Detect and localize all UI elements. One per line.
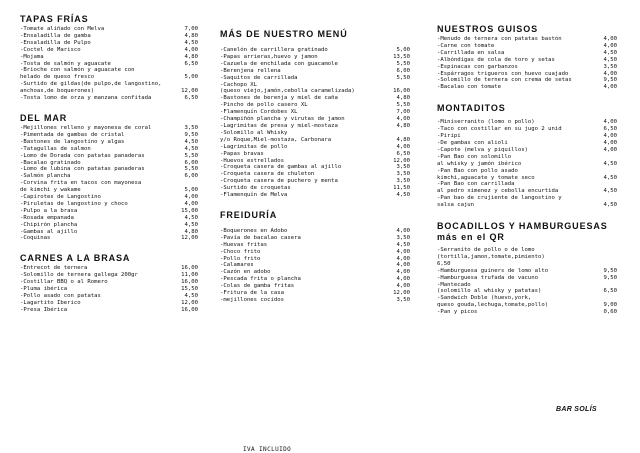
menu-item-name: -Mantecado (solomillo al whisky y patatas)	[437, 281, 542, 295]
menu-item	[20, 286, 198, 293]
section-title: CARNES A LA BRASA	[20, 253, 131, 264]
menu-item-name: -De gambas con alioli	[437, 139, 508, 146]
menu-item-name: -Pan Bao con carrillada al pedro ximenez y cebolla encurtida	[437, 181, 559, 195]
item-list	[220, 47, 410, 199]
menu-item	[220, 75, 410, 82]
menu-item-name: -Hamburguesa trufada de vacuno	[437, 274, 539, 281]
menu-item-name: -Ensaladilla de Pulpo	[20, 39, 91, 46]
menu-item-price: 12,00	[393, 157, 410, 164]
menu-item-price: 5,00	[184, 74, 198, 81]
menu-item-price: 4,50	[603, 202, 617, 209]
menu-column-1	[20, 14, 198, 314]
menu-item-price: 4,00	[396, 255, 410, 262]
menu-item-name: -Entrecot de ternera	[20, 265, 88, 272]
menu-item	[20, 153, 198, 160]
menu-item	[20, 173, 198, 180]
menu-item	[220, 144, 410, 151]
menu-item	[20, 132, 198, 139]
menu-item-price: 4,00	[603, 42, 617, 49]
menu-item-name: -Solomillo al Whisky y/o Roque,Miel-mostaza, Carbonara	[220, 129, 332, 143]
menu-item	[20, 95, 198, 102]
menu-item-price: 4,50	[184, 145, 198, 152]
menu-item-price: 12,00	[181, 299, 198, 306]
menu-item-name: -Ensaladilla de gamba	[20, 32, 91, 39]
menu-item-price: 4,80	[396, 95, 410, 102]
menu-item-name: -Albóndigas de cola de toro y setas	[437, 56, 555, 63]
section-title: TAPAS FRÍAS	[20, 14, 89, 24]
menu-item-name: -Champiñón plancha y virutas de jamon	[220, 116, 345, 123]
menu-item-name: -Canelón de carrillera gratinado	[220, 47, 328, 53]
menu-item-price: 3,50	[396, 297, 410, 303]
menu-item	[20, 300, 198, 307]
section-guisos	[437, 24, 617, 91]
menu-item-name: -Calamares	[220, 262, 254, 269]
menu-item-price: 9,50	[184, 131, 198, 138]
menu-item-price: 3,50	[396, 164, 410, 171]
menu-item-price: 5,50	[396, 74, 410, 81]
menu-item-name: -Corvina frita en tacos con mayonesa de kimchi y wakame	[20, 180, 142, 194]
menu-item-name: -Pan Bao con pollo asado kimchi,aguacate y tomate seco	[437, 167, 535, 181]
menu-item	[220, 242, 410, 249]
menu-item-price: 4,00	[184, 46, 198, 53]
menu-item-name: -Bastones de langostino y algas	[20, 138, 125, 145]
section-carnes-brasa	[20, 253, 198, 313]
item-list	[20, 265, 198, 313]
menu-item-name: -Mojama	[20, 53, 44, 60]
section-title: FREIDURÍA	[220, 209, 278, 220]
menu-item-price: 3,50	[184, 124, 198, 131]
brand-signature: BAR SOLÍS	[556, 406, 597, 413]
menu-item-name: -Croqueta casera de puchero y menta	[220, 178, 338, 185]
menu-item-price: 4,50	[184, 293, 198, 299]
menu-item-name: -Costillar BBQ o al Romero	[20, 279, 108, 286]
menu-item-price: 4,00	[603, 84, 617, 91]
menu-item-price: 3,50	[396, 234, 410, 241]
menu-item-name: -Piruletas de langostino y choco	[20, 200, 128, 207]
menu-item-price: 4,50	[184, 39, 198, 46]
item-list	[437, 119, 617, 209]
menu-item-name: -Papas bravas	[220, 150, 264, 157]
menu-item-name: -Pollo frito	[220, 255, 261, 262]
menu-item-price: 12,00	[181, 235, 198, 242]
menu-item	[20, 81, 198, 95]
menu-item	[220, 283, 410, 290]
menu-item-name: -Cazón en adobo	[220, 269, 271, 276]
menu-item-name: -Berenjena rellena	[220, 67, 281, 74]
menu-item-price: 4,80	[184, 53, 198, 60]
menu-item-price: 4,80	[396, 122, 410, 129]
menu-item-price: 4,50	[396, 192, 410, 199]
menu-item-price: 5,50	[396, 102, 410, 109]
menu-item	[437, 36, 617, 43]
menu-item	[20, 293, 198, 300]
menu-item	[220, 54, 410, 61]
tax-note: IVA INCLUIDO	[243, 446, 292, 453]
section-title: MONTADITOS	[437, 103, 506, 114]
menu-item	[220, 249, 410, 256]
section-montaditos	[437, 103, 617, 209]
section-title: MÁS DE NUESTRO MENÚ	[220, 29, 348, 39]
menu-item-price: 6,00	[184, 173, 198, 180]
menu-item	[437, 126, 617, 133]
menu-item	[220, 297, 410, 304]
menu-item	[20, 54, 198, 61]
menu-item-price: 4,00	[396, 248, 410, 255]
menu-item-price: 4,00	[184, 194, 198, 201]
menu-item-name: -Flamenquín Cordobes XL	[220, 109, 298, 116]
menu-item	[220, 158, 410, 165]
menu-item-price: 4,80	[184, 32, 198, 39]
menu-item-name: -Solomillo de ternera con crema de setas	[437, 77, 572, 84]
menu-item-name: -Fritura de la casa	[220, 290, 284, 297]
menu-item-price: 4,50	[603, 56, 617, 63]
section-title: DEL MAR	[20, 112, 68, 123]
menu-item	[220, 228, 410, 235]
menu-item	[220, 130, 410, 144]
menu-item	[437, 50, 617, 57]
menu-item	[437, 147, 617, 154]
item-list	[220, 228, 410, 304]
menu-item-name: -Bacalao con tomate	[437, 84, 501, 91]
menu-item	[437, 154, 617, 168]
menu-item	[20, 40, 198, 47]
menu-item	[437, 295, 617, 309]
menu-item-name: -Flamenquín de Melva	[220, 192, 288, 199]
menu-item-price: 4,50	[603, 174, 617, 181]
menu-column-2	[220, 29, 410, 304]
menu-item	[20, 139, 198, 146]
menu-item-name: -Carne con tomate	[437, 42, 495, 49]
menu-item-price: 4,50	[396, 241, 410, 248]
menu-item	[437, 275, 617, 282]
menu-item	[20, 146, 198, 153]
menu-item-price: 5,00	[184, 187, 198, 194]
menu-item-name: -Rosada empanada	[20, 214, 74, 221]
menu-item-name: -mejillones cocidos	[220, 297, 284, 303]
menu-item-name: -Pluma ibérica	[20, 286, 68, 293]
menu-item-name: -Pimentada de gambas de cristal	[20, 131, 125, 138]
menu-item-name: -Lagartito Iberico	[20, 299, 81, 306]
menu-item-name: -Papas arrieras,huevo y jamon	[220, 53, 318, 60]
menu-item	[20, 215, 198, 222]
menu-item-name: -Gambas al ajillo	[20, 228, 78, 235]
section-title: NUESTROS GUISOS	[437, 24, 539, 34]
menu-item-name: -Pincho de pollo casero XL	[220, 102, 308, 109]
menu-item-price: 15,50	[181, 286, 198, 293]
menu-item-price: 11,50	[393, 185, 410, 192]
menu-item	[220, 95, 410, 102]
menu-item	[20, 272, 198, 279]
menu-item	[437, 140, 617, 147]
menu-item-price: 4,00	[603, 139, 617, 146]
menu-item-price: 4,00	[603, 70, 617, 77]
menu-item-price: 5,50	[184, 166, 198, 173]
menu-item-name: -Huevas fritas	[220, 241, 268, 248]
menu-item-price: 4,00	[184, 200, 198, 207]
menu-item-price: 6,50	[603, 288, 617, 295]
menu-item-name: -Carrillada en salsa	[437, 49, 505, 56]
menu-item-price: 4,50	[184, 221, 198, 228]
menu-item-name: -Tatagullas de salmon	[20, 145, 91, 152]
menu-item-price: 6,50	[184, 95, 198, 102]
menu-item-name: -Pescada frita o plancha	[220, 276, 301, 283]
item-list	[20, 125, 198, 242]
menu-item	[20, 265, 198, 272]
section-tapas-frias	[20, 14, 198, 102]
menu-item-price: 4,80	[184, 228, 198, 235]
menu-item	[437, 309, 617, 316]
menu-item-name: -Pan y picos	[437, 309, 478, 316]
menu-item	[20, 180, 198, 194]
menu-item-price: 4,50	[184, 214, 198, 221]
menu-item-price: 16,00	[181, 265, 198, 272]
menu-item	[20, 229, 198, 236]
menu-item	[437, 77, 617, 84]
menu-item-price: 3,50	[603, 63, 617, 70]
menu-item-price: 4,00	[396, 262, 410, 269]
menu-item	[437, 71, 617, 78]
menu-item-price: 5,50	[396, 60, 410, 67]
menu-item	[20, 235, 198, 242]
menu-item-name: -Salmón plancha	[20, 173, 71, 180]
menu-item-name: -Pavía de bacalao casera	[220, 234, 301, 241]
menu-item-price: 9,50	[603, 77, 617, 84]
menu-item	[20, 201, 198, 208]
menu-item	[220, 235, 410, 242]
menu-item-price: 13,50	[393, 53, 410, 60]
menu-item-name: -Coctel de Marisco	[20, 46, 81, 53]
menu-item-name: -Menudo de ternera con patatas bastón	[437, 36, 562, 42]
menu-item	[20, 194, 198, 201]
menu-item-name: -Saquitos de carrillada	[220, 74, 298, 81]
menu-item-name: -Colas de gamba fritas	[220, 283, 295, 290]
item-list	[437, 247, 617, 316]
menu-item-price: 6,00	[396, 67, 410, 74]
section-freiduria	[220, 210, 410, 304]
menu-item-name: -Pulpo a la brasa	[20, 207, 78, 214]
menu-item-name: -Tosta de salmón y aguacate	[20, 60, 111, 67]
menu-item-price: 15,00	[181, 207, 198, 214]
menu-item-name: -Capote (melva y piquillos)	[437, 146, 528, 153]
section-bocadillos	[437, 221, 617, 316]
section-mas-menu	[220, 29, 410, 199]
menu-item-name: -Capirotes de Langostino	[20, 194, 101, 201]
menu-item-price: 4,00	[396, 227, 410, 234]
menu-item	[220, 116, 410, 123]
menu-item-name: -Solomillo de ternera gallega 200gr	[20, 272, 138, 279]
menu-item-price: 3,50	[396, 178, 410, 185]
menu-item	[437, 43, 617, 50]
menu-item-price: 5,00	[396, 47, 410, 53]
menu-item	[20, 222, 198, 229]
menu-item-price: 12,00	[393, 290, 410, 297]
menu-item	[20, 67, 198, 81]
menu-item-name: -Espinacas con garbanzos	[437, 63, 518, 70]
menu-item-price: 4,50	[603, 188, 617, 195]
menu-item-price: 16,00	[393, 88, 410, 95]
menu-item	[20, 33, 198, 40]
menu-item	[437, 247, 617, 268]
menu-item	[437, 195, 617, 209]
menu-item	[220, 151, 410, 158]
menu-item	[220, 269, 410, 276]
menu-item	[220, 256, 410, 263]
menu-item-name: -Taco con costillar en su jugo 2 unid	[437, 126, 562, 133]
menu-item	[220, 164, 410, 171]
menu-item-price: 4,00	[396, 143, 410, 150]
menu-item-price: 4,00	[603, 36, 617, 42]
item-list	[437, 36, 617, 91]
menu-item-name: -Pollo asado con patatas	[20, 293, 101, 299]
menu-item-name: -Pan bao de crujiente de langostino y salsa cajun	[437, 195, 562, 209]
menu-item-name: -Cachopo XL (queso viejo,jamón,cebolla caramelizada)	[220, 81, 355, 95]
menu-item-price: 4,00	[396, 283, 410, 290]
menu-item	[437, 57, 617, 64]
menu-item-price: 9,00	[603, 302, 617, 309]
menu-item-price: 4,50	[184, 138, 198, 145]
menu-item-price: 4,00	[396, 276, 410, 283]
menu-item-name: -Sandwich Doble (huevo,york, queso gouda,lechuga,tomate,pollo)	[437, 295, 549, 309]
menu-item-price: 4,80	[396, 136, 410, 143]
section-del-mar	[20, 113, 198, 242]
menu-item	[220, 123, 410, 130]
menu-item	[437, 119, 617, 126]
menu-item-name: -Tomate aliñado con Melva	[20, 26, 105, 32]
menu-item-price: 9,50	[603, 274, 617, 281]
section-title: BOCADILLOS Y HAMBURGUESAS más en el QR	[437, 221, 608, 243]
menu-item-name: -Hamburguesa guiners de lomo alto	[437, 267, 549, 274]
menu-item-name: -Miniserranito (lomo o pollo)	[437, 119, 535, 126]
menu-item	[220, 68, 410, 75]
menu-item-name: -Cazuela de enchilada con guacamole	[220, 60, 338, 67]
menu-item-name: -Boquerones en Adobo	[220, 227, 288, 234]
menu-item	[20, 208, 198, 215]
menu-item	[220, 192, 410, 199]
menu-item	[220, 290, 410, 297]
menu-item-price: 16,00	[181, 306, 198, 313]
menu-item-name: -Pan Bao con solomillo al whisky y jamón ibérico	[437, 153, 522, 167]
menu-item-name: -Huevos estrellados	[220, 157, 284, 164]
menu-item-price: 6,50	[603, 126, 617, 133]
menu-item-name: -Tosta lomo de orza y manzana confitada	[20, 95, 152, 102]
menu-item-name: -Bacalao gratinado	[20, 159, 81, 166]
menu-item-name: -Chipirón plancha	[20, 221, 78, 228]
menu-item-price: 11,00	[181, 272, 198, 279]
menu-column-3	[437, 24, 617, 316]
menu-item	[220, 61, 410, 68]
menu-item-price: 5,50	[184, 152, 198, 159]
menu-item-name: -Espárragos trigueros con huevo cuajado	[437, 70, 569, 77]
menu-item-name: -Lomo de lubina con patatas panaderas	[20, 166, 145, 173]
menu-item	[437, 64, 617, 71]
menu-item	[20, 307, 198, 314]
menu-item-price: 16,00	[181, 279, 198, 286]
menu-item-price: 4,50	[603, 160, 617, 167]
menu-item-name: -Lagrimitas de presa y miel-mostaza	[220, 122, 338, 129]
menu-item	[220, 185, 410, 192]
menu-item-name: -Surtido de gildas(de pulpo,de langostino, anchoas,de boquerones)	[20, 81, 162, 95]
menu-item-price: 6,50	[396, 150, 410, 157]
menu-item-name: -Presa Ibérica	[20, 306, 68, 313]
menu-item-price: 4,00	[603, 146, 617, 153]
menu-item-price: 12,00	[181, 88, 198, 95]
menu-item-name: -Serranito de pollo o de lomo (tortilla,jamon,tomate,pimiento) 6,50	[437, 247, 545, 267]
menu-item-name: -Croqueta casera de gambas al ajillo	[220, 164, 342, 171]
menu-item	[437, 268, 617, 275]
menu-item-price: 6,50	[184, 60, 198, 67]
menu-item-price: 4,00	[396, 269, 410, 276]
menu-item-name: -Bastones de berenja y miel de caña	[220, 95, 338, 102]
menu-item-name: -Coquinas	[20, 235, 51, 242]
menu-item-price: 6,00	[184, 159, 198, 166]
menu-item-name: -Brioche con salmón y aguacate con helado de queso fresco	[20, 67, 135, 81]
menu-item-name: -Lagrimitas de pollo	[220, 143, 288, 150]
menu-item-price: 3,50	[396, 171, 410, 178]
menu-item	[20, 125, 198, 132]
item-list	[20, 26, 198, 102]
menu-item	[437, 181, 617, 195]
menu-item-name: -Mejillones relleno y mayonesa de coral	[20, 124, 152, 131]
menu-item-price: 7,00	[184, 26, 198, 32]
menu-item-price: 7,00	[396, 109, 410, 116]
menu-item	[437, 168, 617, 182]
menu-item-price: 0,60	[603, 309, 617, 316]
menu-item	[220, 276, 410, 283]
menu-item	[20, 160, 198, 167]
menu-item	[20, 26, 198, 33]
menu-item	[437, 133, 617, 140]
menu-item-price: 4,50	[603, 49, 617, 56]
menu-item-price: 4,00	[396, 116, 410, 123]
menu-item-price: 4,00	[603, 119, 617, 126]
menu-item	[220, 171, 410, 178]
menu-item	[220, 82, 410, 96]
menu-item-name: -Piripi	[437, 133, 461, 140]
menu-item	[220, 47, 410, 54]
menu-item-name: -Choco frito	[220, 248, 261, 255]
menu-item	[437, 282, 617, 296]
menu-item-price: 9,50	[603, 267, 617, 274]
menu-item-name: -Croqueta casera de chuleton	[220, 171, 315, 178]
menu-item-price: 4,00	[603, 133, 617, 140]
menu-item-name: -Surtido de croquetas	[220, 185, 291, 192]
menu-item-name: -Lomo de Dorada con patatas panaderas	[20, 152, 145, 159]
menu-item	[437, 84, 617, 91]
menu-item	[220, 178, 410, 185]
menu-item	[20, 47, 198, 54]
